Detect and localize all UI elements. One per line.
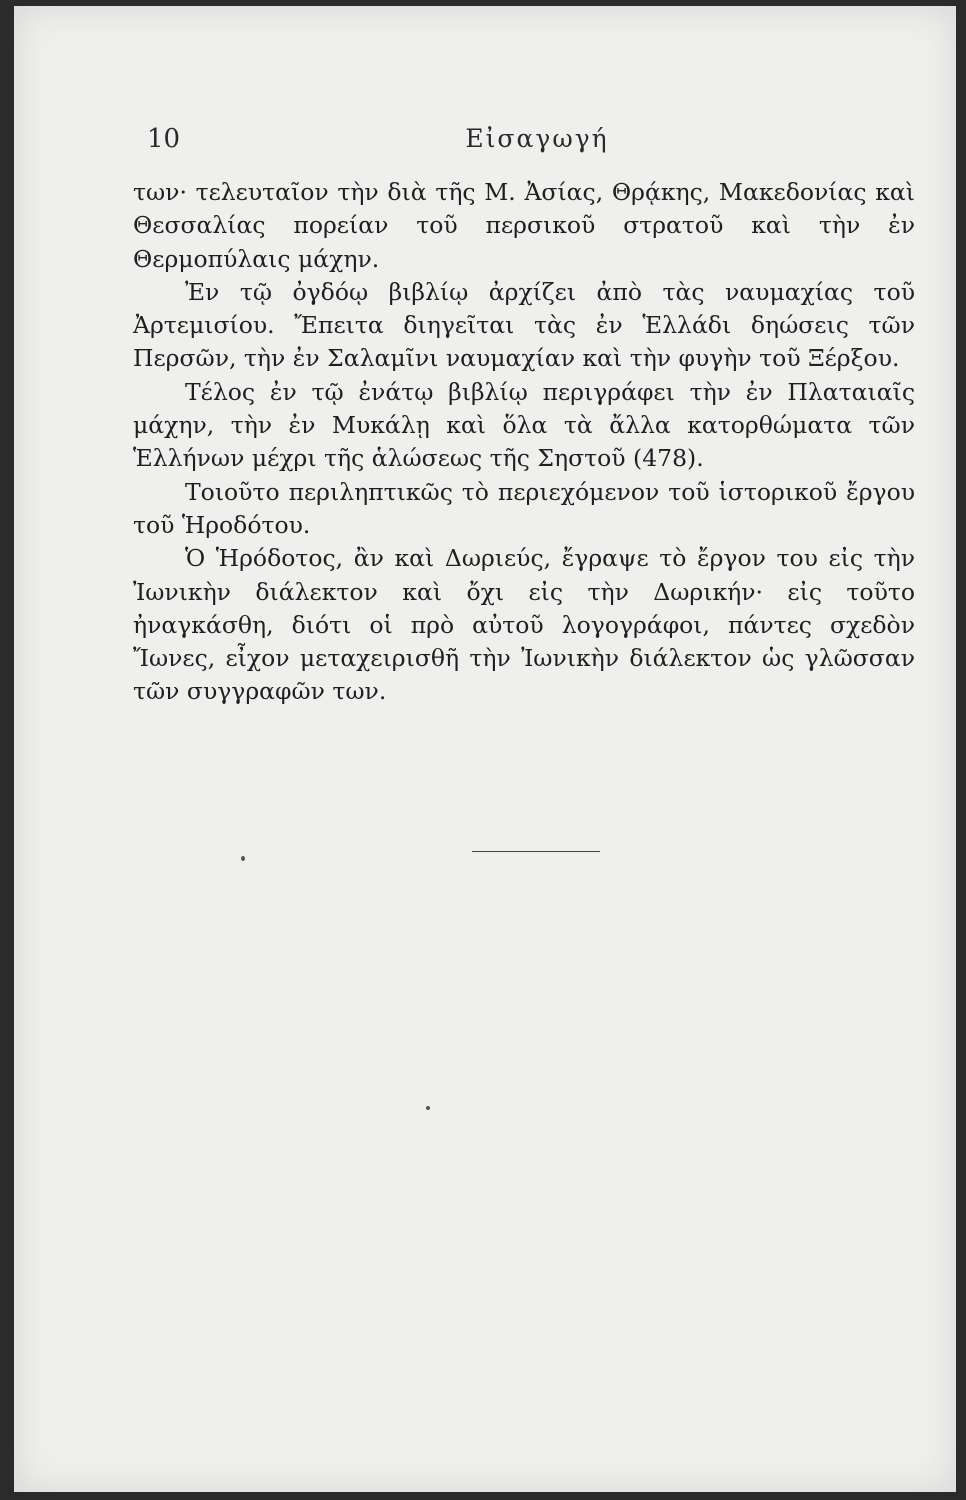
page-number: 10: [147, 124, 181, 154]
print-speck: [241, 856, 245, 861]
body-text: [133, 176, 915, 709]
paragraph-4: Τοιοῦτο περιληπτικῶς τὸ περιεχόμενον τοῦ ἱστορικοῦ ἔργου τοῦ Ἡροδότου.: [133, 477, 915, 539]
page-header: [147, 124, 927, 164]
paragraph-5: Ὁ Ἡρόδοτος, ἂν καὶ Δωριεύς, ἔγραψε τὸ ἔργον του εἰς τὴν Ἰωνικὴν διάλεκτον καὶ ὄχι εἰς τὴν Δωρικήν· εἰς τοῦτο ἠναγκάσθη, διότι οἱ πρὸ αὐτοῦ λογογράφοι, πάντες σχεδὸν Ἴωνες, εἶχον μεταχειρισθῆ τὴν Ἰωνικὴν διάλεκτον ὡς γλῶσσαν τῶν συγγραφῶν των.: [133, 544, 915, 706]
section-end-rule: [472, 851, 600, 852]
paragraph-3: Τέλος ἐν τῷ ἐνάτῳ βιβλίῳ περιγράφει τὴν ἐν Πλαταιαῖς μάχην, τὴν ἐν Μυκάλῃ καὶ ὅλα τὰ ἄλλα κατορθώματα τῶν Ἑλλήνων μέχρι τῆς ἁλώσεως τῆς Σηστοῦ (478).: [133, 377, 915, 473]
running-title: Εἰσαγωγή: [465, 124, 609, 153]
paragraph-1: των· τελευταῖον τὴν διὰ τῆς Μ. Ἀσίας, Θρᾴκης, Μακεδονίας καὶ Θεσσαλίας πορείαν τοῦ περσικοῦ στρατοῦ καὶ τὴν ἐν Θερμοπύλαις μάχην.: [133, 178, 915, 273]
print-speck: [426, 1106, 430, 1110]
paragraph-2: Ἐν τῷ ὀγδόῳ βιβλίῳ ἀρχίζει ἀπὸ τὰς ναυμαχίας τοῦ Ἀρτεμισίου. Ἔπειτα διηγεῖται τὰς ἐν Ἑλλάδι δηώσεις τῶν Περσῶν, τὴν ἐν Σαλαμῖνι ναυμαχίαν καὶ τὴν φυγὴν τοῦ Ξέρξου.: [133, 277, 915, 373]
